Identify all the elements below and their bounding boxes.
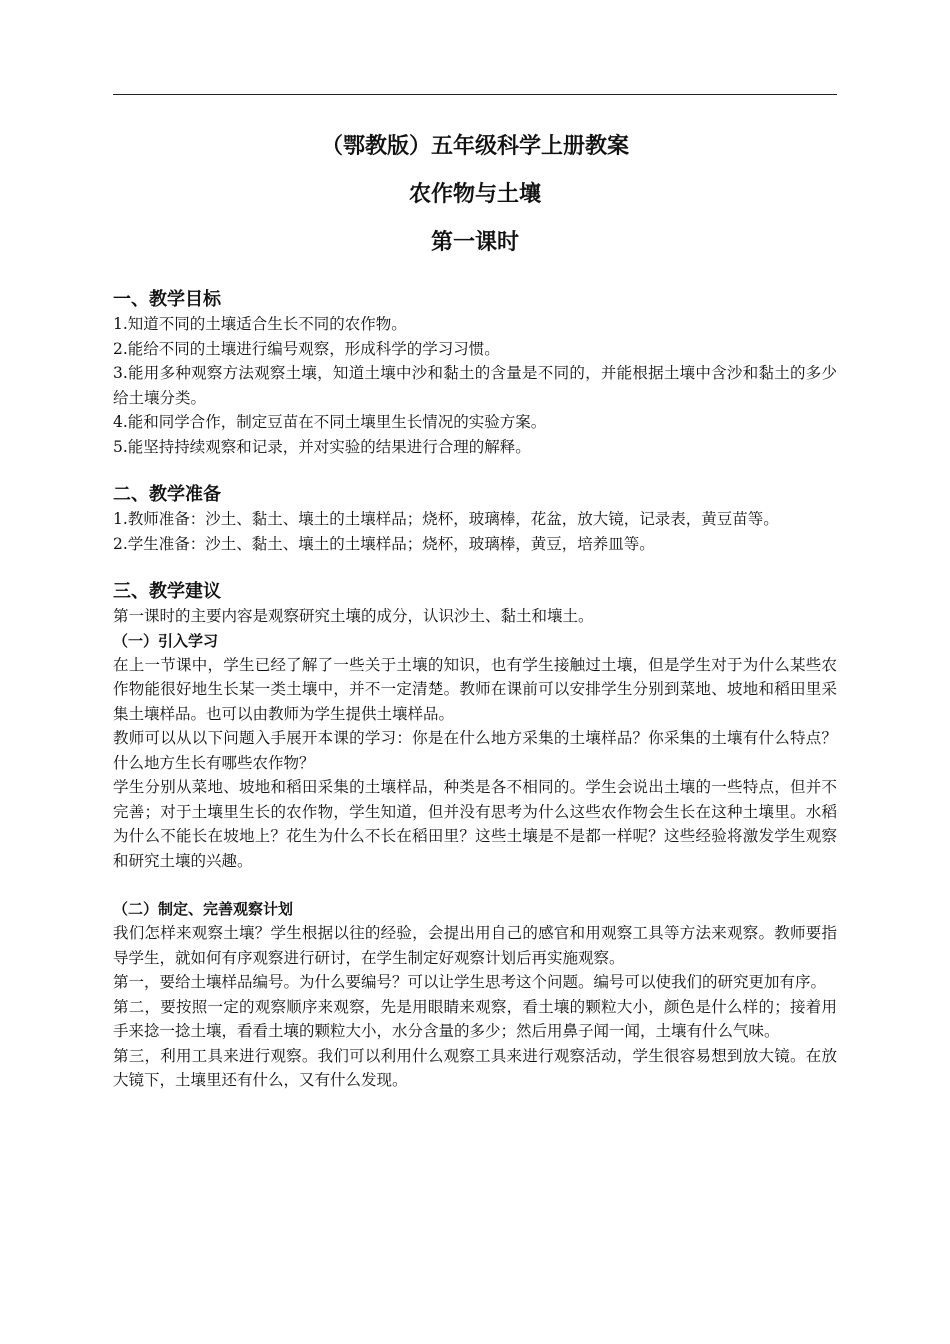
- period-title: 第一课时: [430, 230, 519, 255]
- section-intro: 第一课时的主要内容是观察研究土壤的成分，认识沙土、黏土和壤土。: [113, 607, 594, 625]
- goal-item: 1.知道不同的土壤适合生长不同的农作物。: [113, 315, 407, 333]
- section-teaching-goals: [113, 288, 837, 459]
- lesson-title: 农作物与土壤: [408, 182, 541, 207]
- goal-item: 2.能给不同的土壤进行编号观察，形成科学的学习习惯。: [113, 339, 500, 358]
- preparation-item: 1.教师准备：沙土、黏土、壤土的土壤样品；烧杯，玻璃棒，花盆，放大镜，记录表，黄豆苗等。: [113, 510, 779, 528]
- document-body: [113, 128, 837, 1093]
- paragraph: 第二，要按照一定的观察顺序来观察，先是用眼睛来观察，看土壤的颗粒大小，颜色是什么样的；接着用手来捻一捻土壤，看看土壤的颗粒大小，水分含量的多少；然后用鼻子闻一闻，土壤有什么气味。: [113, 997, 837, 1040]
- paragraph: 第一，要给土壤样品编号。为什么要编号？可以让学生思考这个问题。编号可以使我们的研究更加有序。: [113, 973, 827, 991]
- paragraph: 我们怎样来观察土壤？学生根据以往的经验，会提出用自己的感官和用观察工具等方法来观察。教师要指导学生，就如何有序观察进行研讨，在学生制定好观察计划后再实施观察。: [113, 924, 837, 967]
- paragraph: 第三，利用工具来进行观察。我们可以利用什么观察工具来进行观察活动，学生很容易想到放大镜。在放大镜下，土壤里还有什么，又有什么发现。: [113, 1046, 837, 1089]
- section-heading: 三、教学建议: [113, 581, 221, 602]
- paragraph: 教师可以从以下问题入手展开本课的学习：你是在什么地方采集的土壤样品？你采集的土壤有什么特点？什么地方生长有哪些农作物？: [113, 729, 837, 772]
- document-title: （鄂教版）五年级科学上册教案: [320, 134, 629, 159]
- section-teaching-preparation: [113, 483, 837, 556]
- header-rule: [113, 94, 837, 95]
- section-heading: 一、教学目标: [113, 289, 221, 310]
- goal-item: 3.能用多种观察方法观察土壤，知道土壤中沙和黏土的含量是不同的，并能根据土壤中含沙和黏土的多少给土壤分类。: [113, 364, 837, 407]
- goal-item: 5.能坚持持续观察和记录，并对实验的结果进行合理的解释。: [113, 437, 531, 456]
- preparation-item: 2.学生准备：沙土、黏土、壤土的土壤样品；烧杯，玻璃棒，黄豆，培养皿等。: [113, 534, 655, 553]
- paragraph: 在上一节课中，学生已经了解了一些关于土壤的知识，也有学生接触过土壤，但是学生对于为什么某些农作物能很好地生长某一类土壤中，并不一定清楚。教师在课前可以安排学生分别到菜地、坡地和稻田里采集土壤样品。也可以由教师为学生提供土壤样品。: [113, 655, 837, 723]
- goal-item: 4.能和同学合作，制定豆苗在不同土壤里生长情况的实验方案。: [113, 413, 547, 431]
- section-teaching-suggestions: [113, 580, 837, 1093]
- paragraph: 学生分别从菜地、坡地和稻田采集的土壤样品，种类是各不相同的。学生会说出土壤的一些特点，但并不完善；对于土壤里生长的农作物，学生知道，但并没有思考为什么这些农作物会生长在这种土壤里。水稻为什么不能长在坡地上？花生为什么不长在稻田里？这些土壤是不是都一样呢？这些经验将激发学生观察和研究土壤的兴趣。: [113, 778, 837, 870]
- subsection-heading: （二）制定、完善观察计划: [113, 900, 294, 918]
- section-heading: 二、教学准备: [113, 484, 221, 505]
- subsection-heading: （一）引入学习: [113, 631, 219, 650]
